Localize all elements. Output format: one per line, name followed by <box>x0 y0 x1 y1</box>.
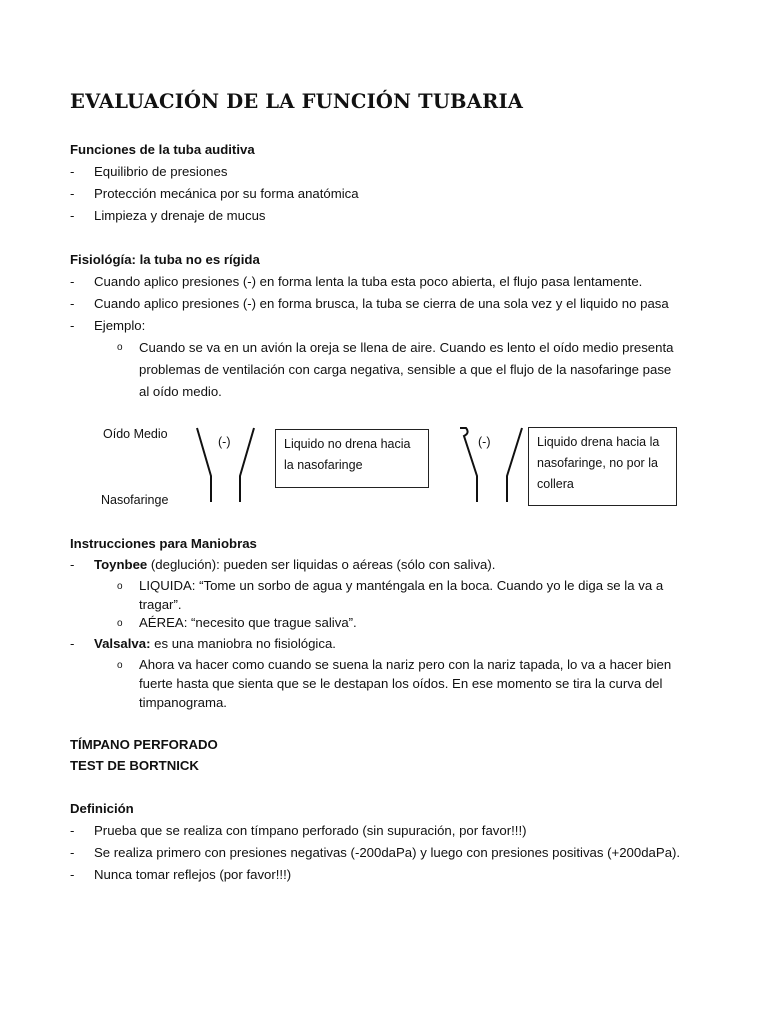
list-item: Limpieza y drenaje de mucus <box>94 208 266 223</box>
valsalva-text: es una maniobra no fisiológica. <box>150 636 336 651</box>
tube-right-icon <box>460 428 522 502</box>
dash: - <box>70 845 75 860</box>
label-oido-medio: Oído Medio <box>103 427 168 441</box>
list-item: Ejemplo: <box>94 318 146 333</box>
bullet: o <box>117 618 123 629</box>
dash: - <box>70 164 75 179</box>
fisiologia-heading: Fisiológía: la tuba no es rígida <box>70 252 260 267</box>
bullet: o <box>117 581 123 592</box>
sub-item-line: tragar”. <box>139 597 182 612</box>
dash: - <box>70 208 75 223</box>
list-item: Protección mecánica por su forma anatómica <box>94 186 359 201</box>
timpano-heading: TÍMPANO PERFORADO <box>70 737 218 752</box>
dash: - <box>70 274 75 289</box>
sub-item-line: Ahora va hacer como cuando se suena la nariz pero con la nariz tapada, lo va a hacer bien <box>139 657 672 672</box>
sub-item-line: Cuando se va en un avión la oreja se llena de aire. Cuando es lento el oído medio presenta <box>139 340 674 355</box>
box-drena: Liquido drena hacia la nasofaringe, no por la collera <box>528 427 677 506</box>
list-item: Cuando aplico presiones (-) en forma brusca, la tuba se cierra de una sola vez y el liquido no pasa <box>94 296 669 311</box>
toynbee-text: (deglución): pueden ser liquidas o aéreas (sólo con saliva). <box>147 557 496 572</box>
sub-item-line: fuerte hasta que sienta que se le destapan los oídos. En ese momento se tira la curva del <box>139 676 663 691</box>
dash: - <box>70 557 75 572</box>
definicion-heading: Definición <box>70 801 134 816</box>
sub-item-line: al oído medio. <box>139 384 222 399</box>
instrucciones-heading: Instrucciones para Maniobras <box>70 536 257 551</box>
sub-item-line: timpanograma. <box>139 695 227 710</box>
list-item: Equilibrio de presiones <box>94 164 228 179</box>
toynbee-term: Toynbee <box>94 557 148 572</box>
list-item-toynbee <box>94 557 495 572</box>
list-item: Nunca tomar reflejos (por favor!!!) <box>94 867 292 882</box>
list-item: Prueba que se realiza con tímpano perforado (sin supuración, por favor!!!) <box>94 823 527 838</box>
list-item: Se realiza primero con presiones negativas (-200daPa) y luego con presiones positivas (+200daPa). <box>94 845 681 860</box>
dash: - <box>70 867 75 882</box>
dash: - <box>70 636 75 651</box>
sub-item-line: LIQUIDA: “Tome un sorbo de agua y manténgala en la boca. Cuando yo le diga se la va a <box>139 578 664 593</box>
list-item-valsalva <box>94 636 336 651</box>
list-item: Cuando aplico presiones (-) en forma lenta la tuba esta poco abierta, el flujo pasa lentamente. <box>94 274 643 289</box>
valsalva-term: Valsalva: <box>94 636 151 651</box>
pressure-sign-left: (-) <box>218 435 231 449</box>
dash: - <box>70 318 75 333</box>
funciones-heading: Funciones de la tuba auditiva <box>70 142 255 157</box>
sub-item-line: problemas de ventilación con carga negativa, sensible a que el flujo de la nasofaringe pase <box>139 362 672 377</box>
pressure-sign-right: (-) <box>478 435 491 449</box>
dash: - <box>70 823 75 838</box>
bullet: o <box>117 660 123 671</box>
box-no-drena: Liquido no drena hacia la nasofaringe <box>275 429 429 488</box>
label-nasofaringe: Nasofaringe <box>101 493 169 507</box>
dash: - <box>70 186 75 201</box>
dash: - <box>70 296 75 311</box>
bortnick-heading: TEST DE BORTNICK <box>70 758 199 773</box>
sub-item-line: AÉREA: “necesito que trague saliva”. <box>139 615 357 630</box>
page-title: EVALUACIÓN DE LA FUNCIÓN TUBARIA <box>70 90 524 113</box>
bullet: o <box>117 342 123 353</box>
